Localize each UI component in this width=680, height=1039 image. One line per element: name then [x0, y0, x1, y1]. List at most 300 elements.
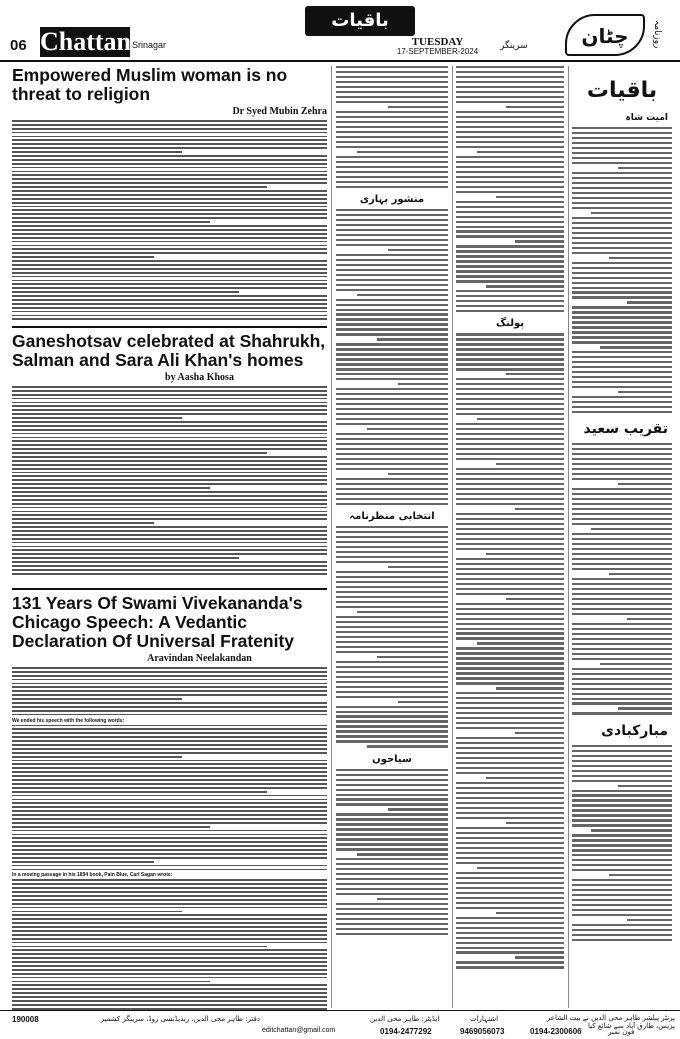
urdu-column-c: [572, 66, 672, 1008]
article-subhead: In a moving passage in his 1894 book, Pain Blue, Carl Sagan wrote:: [12, 872, 173, 879]
text-line: [336, 91, 448, 93]
text-line: [456, 937, 564, 939]
text-line: [12, 405, 327, 407]
text-line: [12, 779, 327, 781]
text-line: [456, 216, 564, 218]
text-line: [12, 124, 327, 126]
text-line: [456, 126, 564, 128]
text-line: [12, 992, 327, 994]
text-line: [12, 136, 327, 138]
text-line: [12, 837, 327, 839]
text-line: [12, 143, 327, 145]
text-line: [456, 852, 564, 854]
text-line: [398, 701, 448, 703]
text-line: [336, 373, 448, 375]
text-line: [12, 830, 327, 832]
text-line: [572, 232, 672, 234]
urdu-subhead: سیاحوں: [372, 753, 412, 765]
text-line: [591, 829, 672, 831]
text-line: [12, 565, 327, 567]
text-line: [12, 822, 327, 824]
text-line: [12, 744, 327, 746]
text-line: [572, 401, 672, 403]
urdu-subhead: پولنگ: [495, 318, 525, 330]
text-line: [572, 222, 672, 224]
text-line: [572, 177, 672, 179]
text-line: [572, 598, 672, 600]
text-line: [456, 121, 564, 123]
text-line: [336, 254, 448, 256]
text-line: [12, 272, 327, 274]
text-line: [12, 783, 327, 785]
article-body: [12, 120, 327, 320]
text-line: [336, 696, 448, 698]
text-line: [336, 636, 448, 638]
text-line: [336, 413, 448, 415]
text-line: [456, 181, 564, 183]
text-line: [12, 834, 327, 836]
text-line: [12, 542, 327, 544]
text-line: [336, 730, 448, 732]
text-line: [336, 606, 448, 608]
text-line: [572, 197, 672, 199]
text-line: [456, 146, 564, 148]
text-line: [456, 902, 564, 904]
text-line: [456, 206, 564, 208]
text-line: [572, 508, 672, 510]
text-line: [456, 453, 564, 455]
text-line: [456, 707, 564, 709]
text-line: [12, 139, 327, 141]
text-line: [336, 691, 448, 693]
text-line: [12, 217, 327, 219]
english-column: [12, 66, 327, 1008]
text-line: [515, 240, 564, 242]
text-line: [572, 311, 672, 313]
text-line: [618, 785, 672, 787]
text-line: [12, 491, 327, 493]
text-line: [572, 884, 672, 886]
text-line: [515, 732, 564, 734]
text-line: [456, 428, 564, 430]
text-line: [456, 378, 564, 380]
text-line: [572, 839, 672, 841]
text-line: [12, 946, 267, 948]
text-line: [336, 903, 448, 905]
text-line: [456, 697, 564, 699]
text-line: [12, 315, 327, 317]
text-line: [456, 817, 564, 819]
urdu-subhead: انتخابی منظرنامہ: [349, 511, 435, 523]
text-line: [336, 121, 448, 123]
text-line: [12, 530, 327, 532]
text-line: [572, 453, 672, 455]
text-line: [572, 326, 672, 328]
text-line: [12, 942, 327, 944]
text-line: [388, 566, 448, 568]
text-line: [572, 247, 672, 249]
text-line: [572, 849, 672, 851]
text-line: [336, 453, 448, 455]
text-line: [12, 514, 327, 516]
text-line: [12, 394, 327, 396]
text-line: [486, 777, 564, 779]
text-line: [12, 988, 327, 990]
text-line: [572, 217, 672, 219]
text-line: [12, 710, 327, 712]
text-line: [12, 667, 327, 669]
text-line: [456, 448, 564, 450]
text-line: [336, 536, 448, 538]
urdu-author: امیت شاہ: [625, 113, 668, 123]
footer-phone-label: فون نمبر: [608, 1028, 635, 1036]
text-line: [336, 111, 448, 113]
text-line: [456, 717, 564, 719]
text-line: [336, 868, 448, 870]
text-line: [572, 272, 672, 274]
text-line: [572, 473, 672, 475]
article-ganeshotsav: [12, 332, 327, 590]
text-line: [572, 799, 672, 801]
text-line: [456, 682, 564, 684]
text-line: [336, 264, 448, 266]
text-line: [572, 712, 672, 714]
text-line: [456, 348, 564, 350]
article-body: [12, 725, 327, 871]
text-line: [456, 762, 564, 764]
text-line: [12, 760, 327, 762]
text-line: [336, 229, 448, 231]
text-line: [336, 388, 448, 390]
urdu-subhead: منشور بہاری: [359, 193, 425, 205]
text-line: [12, 499, 327, 501]
text-line: [336, 333, 448, 335]
text-line: [572, 809, 672, 811]
text-line: [456, 737, 564, 739]
text-line: [12, 468, 327, 470]
text-line: [336, 348, 448, 350]
text-line: [336, 313, 448, 315]
text-line: [496, 463, 564, 465]
text-line: [336, 269, 448, 271]
article-headline: Ganeshotsav celebrated at Shahrukh, Salman and Sara Ali Khan's homes: [12, 332, 326, 370]
urdu-body: [336, 526, 448, 748]
text-line: [456, 652, 564, 654]
text-line: [600, 346, 672, 348]
text-line: [12, 167, 327, 169]
text-line: [12, 390, 327, 392]
text-line: [336, 576, 448, 578]
text-line: [477, 642, 564, 644]
footer-editor-phone: 0194-2477292: [380, 1027, 432, 1036]
text-line: [456, 752, 564, 754]
text-line: [336, 279, 448, 281]
text-line: [336, 299, 448, 301]
text-line: [12, 930, 327, 932]
text-line: [336, 571, 448, 573]
text-line: [572, 242, 672, 244]
urdu-body: [572, 443, 672, 714]
text-line: [572, 593, 672, 595]
text-line: [12, 198, 327, 200]
text-line: [12, 425, 327, 427]
text-line: [357, 294, 448, 296]
text-line: [572, 633, 672, 635]
text-line: [12, 911, 182, 913]
text-line: [336, 284, 448, 286]
text-line: [456, 533, 564, 535]
text-line: [456, 186, 564, 188]
text-line: [572, 356, 672, 358]
text-line: [496, 912, 564, 914]
text-line: [336, 671, 448, 673]
text-line: [456, 951, 564, 953]
text-line: [572, 267, 672, 269]
text-line: [572, 518, 672, 520]
text-line: [336, 591, 448, 593]
text-line: [12, 795, 327, 797]
text-line: [572, 668, 672, 670]
text-line: [12, 472, 327, 474]
text-line: [456, 518, 564, 520]
text-line: [456, 917, 564, 919]
text-line: [572, 924, 672, 926]
text-line: [357, 151, 448, 153]
text-line: [336, 488, 448, 490]
text-line: [12, 178, 327, 180]
text-line: [336, 676, 448, 678]
text-line: [572, 187, 672, 189]
text-line: [12, 421, 327, 423]
text-line: [572, 899, 672, 901]
text-line: [12, 495, 327, 497]
text-line: [572, 558, 672, 560]
text-line: [336, 116, 448, 118]
text-line: [456, 827, 564, 829]
text-line: [336, 126, 448, 128]
text-line: [609, 874, 672, 876]
text-line: [506, 598, 564, 600]
text-line: [456, 76, 564, 78]
text-line: [12, 706, 327, 708]
text-line: [336, 873, 448, 875]
text-line: [456, 86, 564, 88]
text-line: [456, 413, 564, 415]
text-line: [12, 806, 327, 808]
roznama-label: روزنامہ: [652, 20, 662, 49]
text-line: [572, 578, 672, 580]
text-line: [12, 775, 327, 777]
text-line: [506, 373, 564, 375]
text-line: [572, 628, 672, 630]
text-line: [367, 745, 448, 747]
text-line: [336, 343, 448, 345]
text-line: [456, 782, 564, 784]
text-line: [456, 702, 564, 704]
text-line: [336, 433, 448, 435]
text-line: [456, 408, 564, 410]
text-line: [572, 331, 672, 333]
text-line: [336, 244, 448, 246]
text-line: [12, 763, 327, 765]
text-line: [12, 437, 327, 439]
text-line: [336, 918, 448, 920]
text-line: [12, 1000, 327, 1002]
text-line: [456, 270, 564, 272]
text-line: [12, 402, 327, 404]
text-line: [572, 376, 672, 378]
text-line: [336, 715, 448, 717]
text-line: [456, 613, 564, 615]
text-line: [456, 275, 564, 277]
text-line: [572, 147, 672, 149]
text-line: [456, 478, 564, 480]
text-line: [572, 538, 672, 540]
text-line: [456, 493, 564, 495]
footer-editor: ایڈیٹر: طاہر محی الدین: [370, 1015, 440, 1023]
text-line: [572, 291, 672, 293]
text-line: [591, 528, 672, 530]
text-line: [12, 549, 327, 551]
text-line: [456, 96, 564, 98]
text-line: [456, 353, 564, 355]
article-empowered-woman: [12, 66, 327, 328]
text-line: [572, 934, 672, 936]
text-line: [456, 295, 564, 297]
text-line: [456, 166, 564, 168]
urdu-section-head: تقریب سعید: [583, 421, 668, 438]
text-line: [572, 296, 672, 298]
text-line: [12, 155, 327, 157]
text-line: [12, 686, 327, 688]
text-line: [336, 274, 448, 276]
text-line: [12, 869, 327, 871]
text-line: [456, 812, 564, 814]
text-line: [572, 463, 672, 465]
text-line: [12, 479, 327, 481]
text-line: [456, 468, 564, 470]
text-line: [336, 259, 448, 261]
text-line: [456, 368, 564, 370]
text-line: [12, 861, 154, 863]
text-line: [336, 448, 448, 450]
text-line: [627, 301, 672, 303]
text-line: [336, 403, 448, 405]
text-line: [336, 304, 448, 306]
text-line: [336, 769, 448, 771]
text-line: [336, 828, 448, 830]
text-line: [12, 899, 327, 901]
article-subhead: We ended his speech with the following words:: [12, 717, 125, 724]
text-line: [12, 694, 327, 696]
text-line: [572, 844, 672, 846]
text-line: [12, 429, 327, 431]
edition-city: Srinagar: [132, 40, 167, 50]
text-line: [456, 672, 564, 674]
text-line: [336, 161, 448, 163]
text-line: [12, 538, 327, 540]
text-line: [336, 928, 448, 930]
text-line: [456, 300, 564, 302]
text-line: [496, 687, 564, 689]
text-line: [572, 252, 672, 254]
text-line: [572, 819, 672, 821]
text-line: [12, 268, 327, 270]
text-line: [12, 918, 327, 920]
text-line: [456, 947, 564, 949]
text-line: [12, 417, 182, 419]
text-line: [456, 608, 564, 610]
text-line: [572, 351, 672, 353]
text-line: [336, 646, 448, 648]
text-line: [336, 498, 448, 500]
text-line: [336, 661, 448, 663]
text-line: [456, 832, 564, 834]
text-line: [456, 877, 564, 879]
urdu-column-a: [336, 66, 448, 1008]
text-line: [12, 895, 327, 897]
text-line: [336, 493, 448, 495]
text-line: [12, 865, 327, 867]
text-line: [572, 411, 672, 413]
text-line: [456, 226, 564, 228]
text-line: [336, 171, 448, 173]
text-line: [456, 807, 564, 809]
text-line: [336, 923, 448, 925]
text-line: [12, 818, 327, 820]
text-line: [12, 802, 327, 804]
text-line: [336, 586, 448, 588]
text-line: [456, 255, 564, 257]
footer-email[interactable]: editchattan@gmail.com: [262, 1027, 336, 1034]
text-line: [456, 71, 564, 73]
text-line: [336, 651, 448, 653]
text-line: [12, 159, 327, 161]
text-line: [336, 720, 448, 722]
text-line: [572, 583, 672, 585]
text-line: [572, 448, 672, 450]
text-line: [336, 843, 448, 845]
footer-pin: 190008: [12, 1015, 39, 1024]
text-line: [456, 568, 564, 570]
text-line: [572, 623, 672, 625]
text-line: [12, 448, 327, 450]
text-line: [12, 283, 327, 285]
text-line: [456, 603, 564, 605]
text-line: [12, 702, 327, 704]
text-line: [572, 361, 672, 363]
text-line: [456, 211, 564, 213]
text-line: [336, 883, 448, 885]
text-line: [12, 961, 327, 963]
text-line: [572, 673, 672, 675]
text-line: [456, 176, 564, 178]
text-line: [336, 641, 448, 643]
text-line: [456, 191, 564, 193]
text-line: [456, 797, 564, 799]
urdu-section-head: مبارکبادی: [601, 722, 668, 739]
text-line: [12, 914, 327, 916]
text-line: [456, 161, 564, 163]
text-line: [12, 128, 327, 130]
text-line: [336, 893, 448, 895]
text-line: [456, 927, 564, 929]
text-line: [572, 879, 672, 881]
column-divider: [331, 66, 332, 1008]
text-line: [456, 250, 564, 252]
text-line: [572, 939, 672, 941]
text-line: [336, 81, 448, 83]
